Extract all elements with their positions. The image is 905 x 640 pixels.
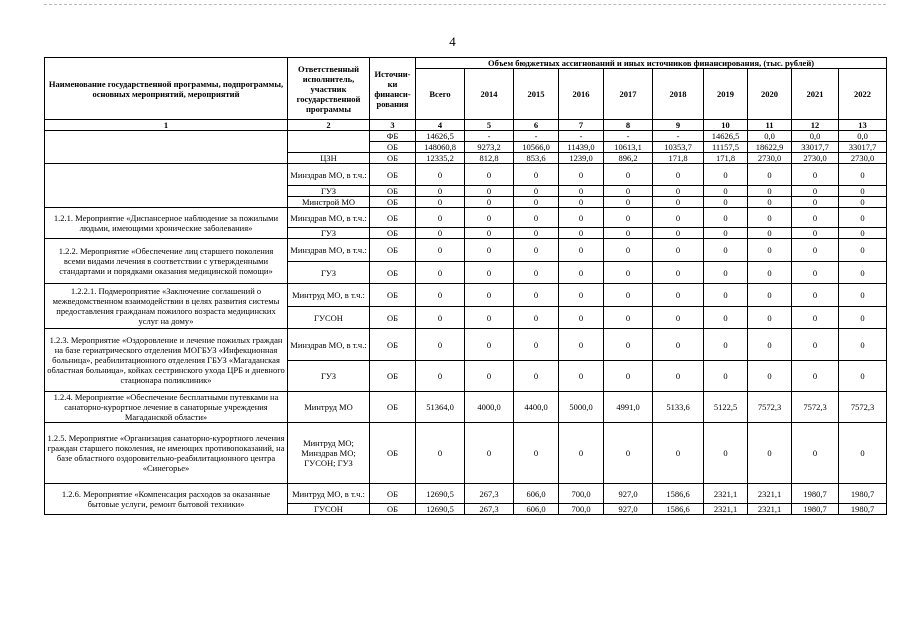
amount-cell: 0 [839,284,887,307]
amount-cell: 606,0 [514,504,559,515]
funding-source-cell: ОБ [370,239,416,262]
amount-cell: 5122,5 [704,392,748,423]
funding-source-cell: ОБ [370,153,416,164]
amount-cell: - [604,131,653,142]
amount-cell: 12690,5 [416,504,465,515]
amount-cell: 0 [792,208,839,228]
amount-cell: 11439,0 [559,142,604,153]
funding-source-cell: ОБ [370,307,416,329]
amount-cell: 0 [604,329,653,361]
amount-cell: - [514,131,559,142]
amount-cell: 5133,6 [653,392,704,423]
amount-cell: 0 [792,239,839,262]
amount-cell: 0 [748,208,792,228]
amount-cell: 606,0 [514,484,559,504]
amount-cell: 0 [653,262,704,284]
executor-cell: ГУЗ [288,186,370,197]
column-number: 11 [748,120,792,131]
header-year: Всего [416,69,465,120]
amount-cell: 0 [465,284,514,307]
executor-cell: Минтруд МО; Минздрав МО; ГУСОН; ГУЗ [288,423,370,484]
amount-cell: 2321,1 [748,484,792,504]
amount-cell: 12690,5 [416,484,465,504]
amount-cell: 0 [839,262,887,284]
amount-cell: 0 [704,329,748,361]
amount-cell: 0 [839,423,887,484]
amount-cell: 0 [704,284,748,307]
funding-source-cell: ОБ [370,186,416,197]
amount-cell: 2730,0 [748,153,792,164]
amount-cell: 0 [514,208,559,228]
amount-cell: 0 [604,361,653,392]
header-year: 2014 [465,69,514,120]
table-row [45,208,887,228]
column-number: 10 [704,120,748,131]
amount-cell: 0 [559,164,604,186]
amount-cell: 4400,0 [514,392,559,423]
amount-cell: 0 [704,228,748,239]
amount-cell: 0 [792,186,839,197]
amount-cell: 0 [704,423,748,484]
amount-cell: 171,8 [704,153,748,164]
amount-cell: 0 [792,329,839,361]
table-body [45,131,887,515]
funding-source-cell: ОБ [370,208,416,228]
funding-source-cell: ОБ [370,392,416,423]
table-row [45,164,887,186]
amount-cell: - [465,131,514,142]
table-row [45,131,887,142]
amount-cell: 0 [748,361,792,392]
measure-name-cell [45,164,288,208]
top-divider [44,4,886,6]
amount-cell: 0 [604,208,653,228]
header-year: 2018 [653,69,704,120]
amount-cell: 0 [465,307,514,329]
amount-cell: 0 [514,423,559,484]
amount-cell: 0 [653,197,704,208]
column-number: 9 [653,120,704,131]
amount-cell: 0 [416,423,465,484]
amount-cell: 0 [559,208,604,228]
amount-cell: 0 [839,361,887,392]
amount-cell: 0 [704,197,748,208]
amount-cell: 9273,2 [465,142,514,153]
amount-cell: 0 [653,284,704,307]
measure-name-cell: 1.2.4. Мероприятие «Обеспечение бесплатными путевками на санаторно-курортное лечение в санаторные учреждения Магаданской области» [45,392,288,423]
amount-cell: 0 [748,164,792,186]
amount-cell: 0 [792,262,839,284]
amount-cell: 0 [416,307,465,329]
measure-name-cell: 1.2.2.1. Подмероприятие «Заключение соглашений о межведомственном взаимодействии в целях развития системы предоставления гражданам пожилого возраста медицинских услуг на дому» [45,284,288,329]
amount-cell: 0 [416,329,465,361]
amount-cell: 14626,5 [704,131,748,142]
amount-cell: 0 [465,329,514,361]
funding-source-cell: ОБ [370,142,416,153]
amount-cell: 0 [653,208,704,228]
executor-cell: Минздрав МО, в т.ч.: [288,164,370,186]
funding-source-cell: ОБ [370,197,416,208]
amount-cell: 0 [514,329,559,361]
amount-cell: - [559,131,604,142]
table-row [45,284,887,307]
amount-cell: 0 [514,164,559,186]
executor-cell: ГУСОН [288,307,370,329]
amount-cell: 0 [792,197,839,208]
amount-cell: 2321,1 [704,484,748,504]
amount-cell: 267,3 [465,484,514,504]
amount-cell: 0 [839,228,887,239]
amount-cell: 1586,6 [653,484,704,504]
amount-cell: 0 [653,361,704,392]
amount-cell: 0 [416,239,465,262]
amount-cell: 0 [465,208,514,228]
column-number: 5 [465,120,514,131]
executor-cell: ЦЗН [288,153,370,164]
table-row [45,484,887,504]
amount-cell: 0 [416,164,465,186]
amount-cell: 1980,7 [839,484,887,504]
amount-cell: 0 [748,284,792,307]
amount-cell: 896,2 [604,153,653,164]
executor-cell: Минстрой МО [288,197,370,208]
amount-cell: 10353,7 [653,142,704,153]
column-number: 1 [45,120,288,131]
amount-cell: 1239,0 [559,153,604,164]
amount-cell: 0 [748,197,792,208]
amount-cell: 0 [704,307,748,329]
amount-cell: 0 [704,262,748,284]
amount-cell: 0 [604,228,653,239]
header-executor: Ответственный исполнитель, участник государственной программы [288,58,370,120]
amount-cell: 0 [465,262,514,284]
measure-name-cell: 1.2.2. Мероприятие «Обеспечение лиц старшего поколения всеми видами лечения в соответствии с утвержденными стандартами и порядками оказания медицинской помощи» [45,239,288,284]
funding-source-cell: ОБ [370,361,416,392]
table-row [45,392,887,423]
measure-name-cell: 1.2.5. Мероприятие «Организация санаторно-курортного лечения граждан старшего поколения, не имеющих противопоказаний, на базе областного оздоровительно-реабилитационного центра «Синегорье» [45,423,288,484]
amount-cell: 0,0 [748,131,792,142]
column-number: 12 [792,120,839,131]
executor-cell: Минздрав МО, в т.ч.: [288,239,370,262]
amount-cell: 2321,1 [704,504,748,515]
amount-cell: 267,3 [465,504,514,515]
amount-cell: 0 [416,208,465,228]
amount-cell: 1980,7 [792,504,839,515]
amount-cell: 812,8 [465,153,514,164]
amount-cell: 1586,6 [653,504,704,515]
amount-cell: 0 [559,284,604,307]
amount-cell: 0 [465,239,514,262]
executor-cell: ГУЗ [288,262,370,284]
amount-cell: 0 [839,208,887,228]
funding-source-cell: ОБ [370,329,416,361]
amount-cell: 0 [559,361,604,392]
executor-cell: Минтруд МО [288,392,370,423]
table-row [45,329,887,361]
amount-cell: 0 [653,329,704,361]
amount-cell: 0 [514,197,559,208]
amount-cell: 700,0 [559,504,604,515]
amount-cell: - [653,131,704,142]
column-number: 6 [514,120,559,131]
amount-cell: 0 [465,361,514,392]
amount-cell: 18622,9 [748,142,792,153]
amount-cell: 33017,7 [792,142,839,153]
amount-cell: 0 [604,186,653,197]
amount-cell: 0 [748,423,792,484]
amount-cell: 927,0 [604,504,653,515]
header-year: 2022 [839,69,887,120]
amount-cell: 11157,5 [704,142,748,153]
executor-cell: ГУЗ [288,361,370,392]
funding-source-cell: ОБ [370,284,416,307]
header-name: Наименование государственной программы, подпрограммы, основных мероприятий, мероприятий [45,58,288,120]
amount-cell: 0 [604,239,653,262]
column-number: 13 [839,120,887,131]
amount-cell: 0 [748,307,792,329]
amount-cell: 10613,1 [604,142,653,153]
funding-source-cell: ОБ [370,262,416,284]
amount-cell: 0 [748,329,792,361]
executor-cell: ГУСОН [288,504,370,515]
amount-cell: 0 [839,329,887,361]
amount-cell: 0 [416,284,465,307]
amount-cell: 0 [514,361,559,392]
amount-cell: 0 [748,228,792,239]
amount-cell: 0 [653,307,704,329]
amount-cell: 0 [792,228,839,239]
amount-cell: 10566,0 [514,142,559,153]
amount-cell: 7572,3 [839,392,887,423]
executor-cell: Минздрав МО, в т.ч.: [288,329,370,361]
amount-cell: 0 [653,423,704,484]
amount-cell: 0 [559,329,604,361]
amount-cell: 0 [559,228,604,239]
amount-cell: 0 [839,197,887,208]
header-year: 2020 [748,69,792,120]
amount-cell: 0 [792,284,839,307]
funding-source-cell: ОБ [370,164,416,186]
header-year: 2021 [792,69,839,120]
amount-cell: 33017,7 [839,142,887,153]
amount-cell: 0 [839,307,887,329]
executor-cell: Минздрав МО, в т.ч.: [288,208,370,228]
amount-cell: 14626,5 [416,131,465,142]
amount-cell: 0 [514,186,559,197]
amount-cell: 0,0 [839,131,887,142]
amount-cell: 0 [514,262,559,284]
amount-cell: 700,0 [559,484,604,504]
amount-cell: 4991,0 [604,392,653,423]
amount-cell: 0 [839,186,887,197]
header-year: 2015 [514,69,559,120]
amount-cell: 2321,1 [748,504,792,515]
funding-source-cell: ОБ [370,484,416,504]
amount-cell: 0 [559,423,604,484]
column-number: 7 [559,120,604,131]
amount-cell: 0 [465,164,514,186]
amount-cell: 0 [704,361,748,392]
amount-cell: 0 [653,228,704,239]
funding-source-cell: ОБ [370,504,416,515]
executor-cell [288,131,370,153]
amount-cell: 0 [704,208,748,228]
amount-cell: 0 [559,197,604,208]
table-row [45,239,887,262]
page-number: 4 [449,34,456,49]
amount-cell: 0 [748,239,792,262]
measure-name-cell: 1.2.3. Мероприятие «Оздоровление и лечение пожилых граждан на базе гериатрического отделения МОГБУЗ «Инфекционная больница», реабилитационного отделения ГБУЗ «Магаданская областная больница», койках сестринского ухода ЦРБ и дневного стационара поликлиник» [45,329,288,392]
amount-cell: 0 [792,423,839,484]
amount-cell: 0 [653,239,704,262]
header-source: Источни-ки финанси-рования [370,58,416,120]
header-year: 2017 [604,69,653,120]
amount-cell: 2730,0 [792,153,839,164]
amount-cell: 0 [704,239,748,262]
amount-cell: 0 [792,164,839,186]
amount-cell: 51364,0 [416,392,465,423]
amount-cell: 1980,7 [792,484,839,504]
column-number: 4 [416,120,465,131]
executor-cell: Минтруд МО, в т.ч.: [288,284,370,307]
amount-cell: 0 [604,262,653,284]
amount-cell: 1980,7 [839,504,887,515]
header-year: 2016 [559,69,604,120]
amount-cell: 12335,2 [416,153,465,164]
amount-cell: 0 [416,262,465,284]
amount-cell: 0 [559,239,604,262]
measure-name-cell: 1.2.1. Мероприятие «Диспансерное наблюдение за пожилыми людьми, имеющими хронические заболевания» [45,208,288,239]
amount-cell: 0 [604,284,653,307]
amount-cell: 0 [792,307,839,329]
amount-cell: 0 [839,239,887,262]
amount-cell: 4000,0 [465,392,514,423]
amount-cell: 0 [416,228,465,239]
amount-cell: 7572,3 [748,392,792,423]
amount-cell: 0 [416,361,465,392]
funding-source-cell: ФБ [370,131,416,142]
amount-cell: 0 [559,262,604,284]
amount-cell: 0 [514,284,559,307]
amount-cell: 0 [653,164,704,186]
amount-cell: 171,8 [653,153,704,164]
amount-cell: 0 [704,164,748,186]
amount-cell: 927,0 [604,484,653,504]
measure-name-cell [45,131,288,164]
column-number: 8 [604,120,653,131]
header-funding-group: Объем бюджетных ассигнований и иных источников финансирования, (тыс. рублей) [416,58,887,69]
amount-cell: 0 [604,307,653,329]
amount-cell: 148060,8 [416,142,465,153]
amount-cell: 0 [604,197,653,208]
amount-cell: 0 [748,262,792,284]
amount-cell: 0,0 [792,131,839,142]
measure-name-cell: 1.2.6. Мероприятие «Компенсация расходов за оказанные бытовые услуги, ремонт бытовой техники» [45,484,288,515]
amount-cell: 0 [604,164,653,186]
amount-cell: 0 [604,423,653,484]
amount-cell: 0 [416,197,465,208]
header-year: 2019 [704,69,748,120]
table-row [45,423,887,484]
column-number: 3 [370,120,416,131]
amount-cell: 0 [514,307,559,329]
amount-cell: 0 [514,228,559,239]
amount-cell: 0 [653,186,704,197]
amount-cell: 5000,0 [559,392,604,423]
funding-source-cell: ОБ [370,423,416,484]
amount-cell: 0 [839,164,887,186]
amount-cell: 2730,0 [839,153,887,164]
amount-cell: 0 [514,239,559,262]
amount-cell: 853,6 [514,153,559,164]
financing-table [44,57,887,515]
amount-cell: 0 [465,186,514,197]
amount-cell: 0 [704,186,748,197]
amount-cell: 0 [465,423,514,484]
column-number: 2 [288,120,370,131]
amount-cell: 0 [465,197,514,208]
amount-cell: 0 [559,186,604,197]
amount-cell: 0 [748,186,792,197]
funding-source-cell: ОБ [370,228,416,239]
amount-cell: 0 [559,307,604,329]
amount-cell: 0 [792,361,839,392]
amount-cell: 0 [416,186,465,197]
executor-cell: Минтруд МО, в т.ч.: [288,484,370,504]
executor-cell: ГУЗ [288,228,370,239]
amount-cell: 7572,3 [792,392,839,423]
amount-cell: 0 [465,228,514,239]
